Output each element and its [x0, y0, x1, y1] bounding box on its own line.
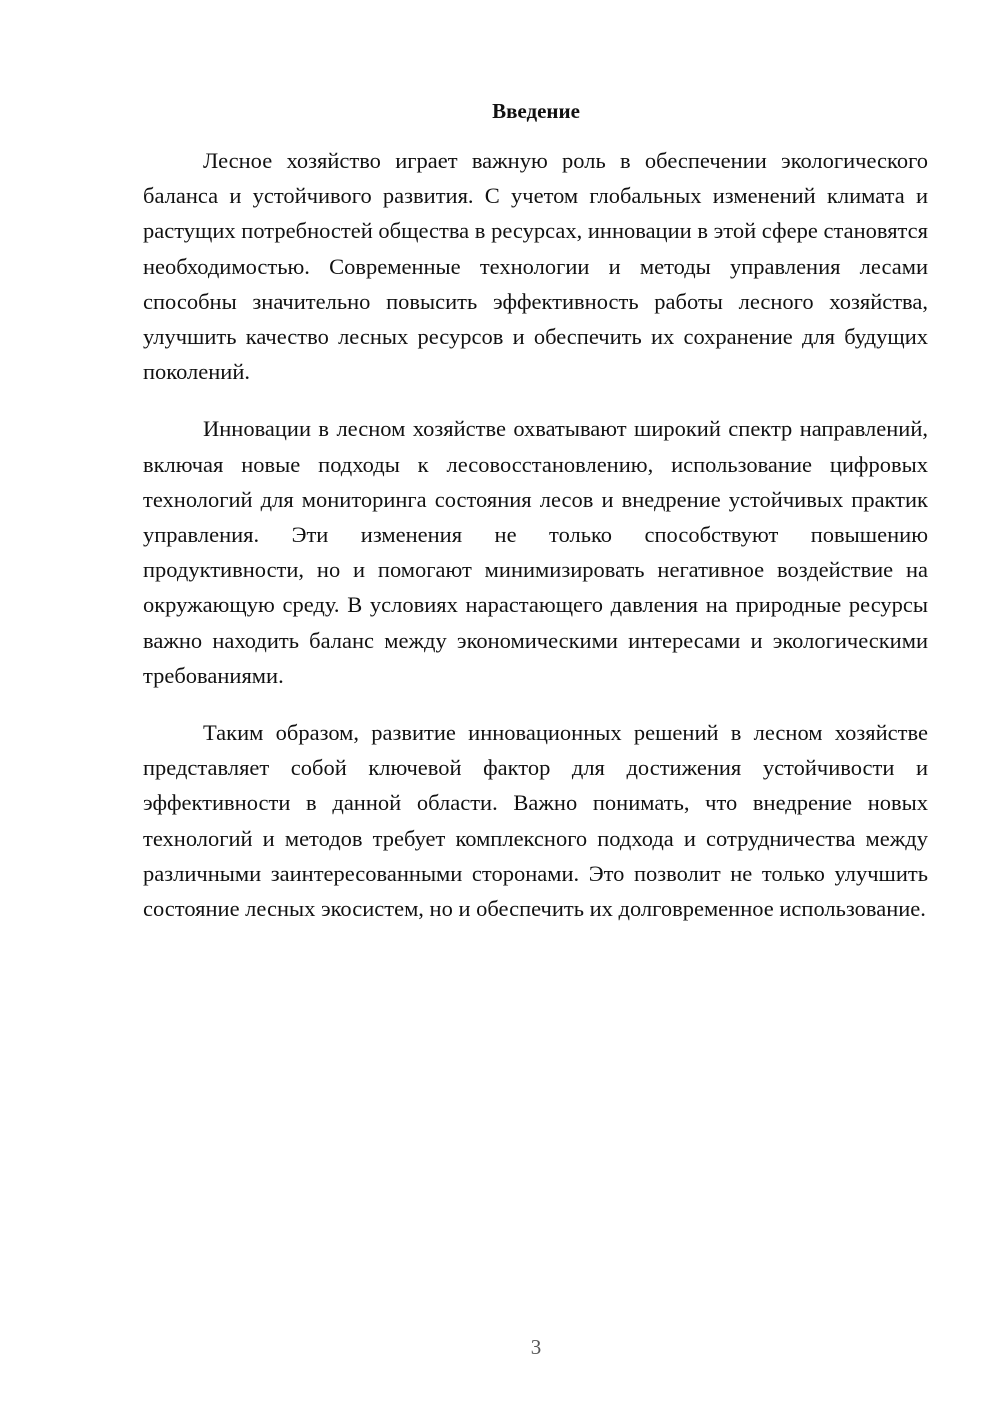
paragraph-conclusion: Таким образом, развитие инновационных решений в лесном хозяйстве представляет собой ключевой фактор для достижения устойчивости и эффективности в данной области. Важно понимать, что внедрение новых технологий и методов требует комплексного подхода и сотрудничества между различными заинтересованными сторонами. Это позволит не только улучшить состояние лесных экосистем, но и обеспечить их долговременное использование. [143, 720, 928, 922]
paragraph-innovations: Инновации в лесном хозяйстве охватывают широкий спектр направлений, включая новые подходы к лесовосстановлению, использование цифровых технологий для мониторинга состояния лесов и внедрение устойчивых практик управления. Эти изменения не только способствуют повышению продуктивности, но и помогают минимизировать негативное воздействие на окружающую среду. В условиях нарастающего давления на природные ресурсы важно находить баланс между экономическими интересами и экологическими требованиями. [143, 416, 928, 688]
section-title: Введение [492, 99, 580, 123]
paragraph-intro: Лесное хозяйство играет важную роль в обеспечении экологического баланса и устойчивого развития. С учетом глобальных изменений климата и растущих потребностей общества в ресурсах, инновации в этой сфере становятся необходимостью. Современные технологии и методы управления лесами способны значительно повысить эффективность работы лесного хозяйства, улучшить качество лесных ресурсов и обеспечить их сохранение для будущих поколений. [143, 148, 928, 385]
page-number: 3 [530, 1335, 542, 1359]
body-text [143, 143, 928, 948]
